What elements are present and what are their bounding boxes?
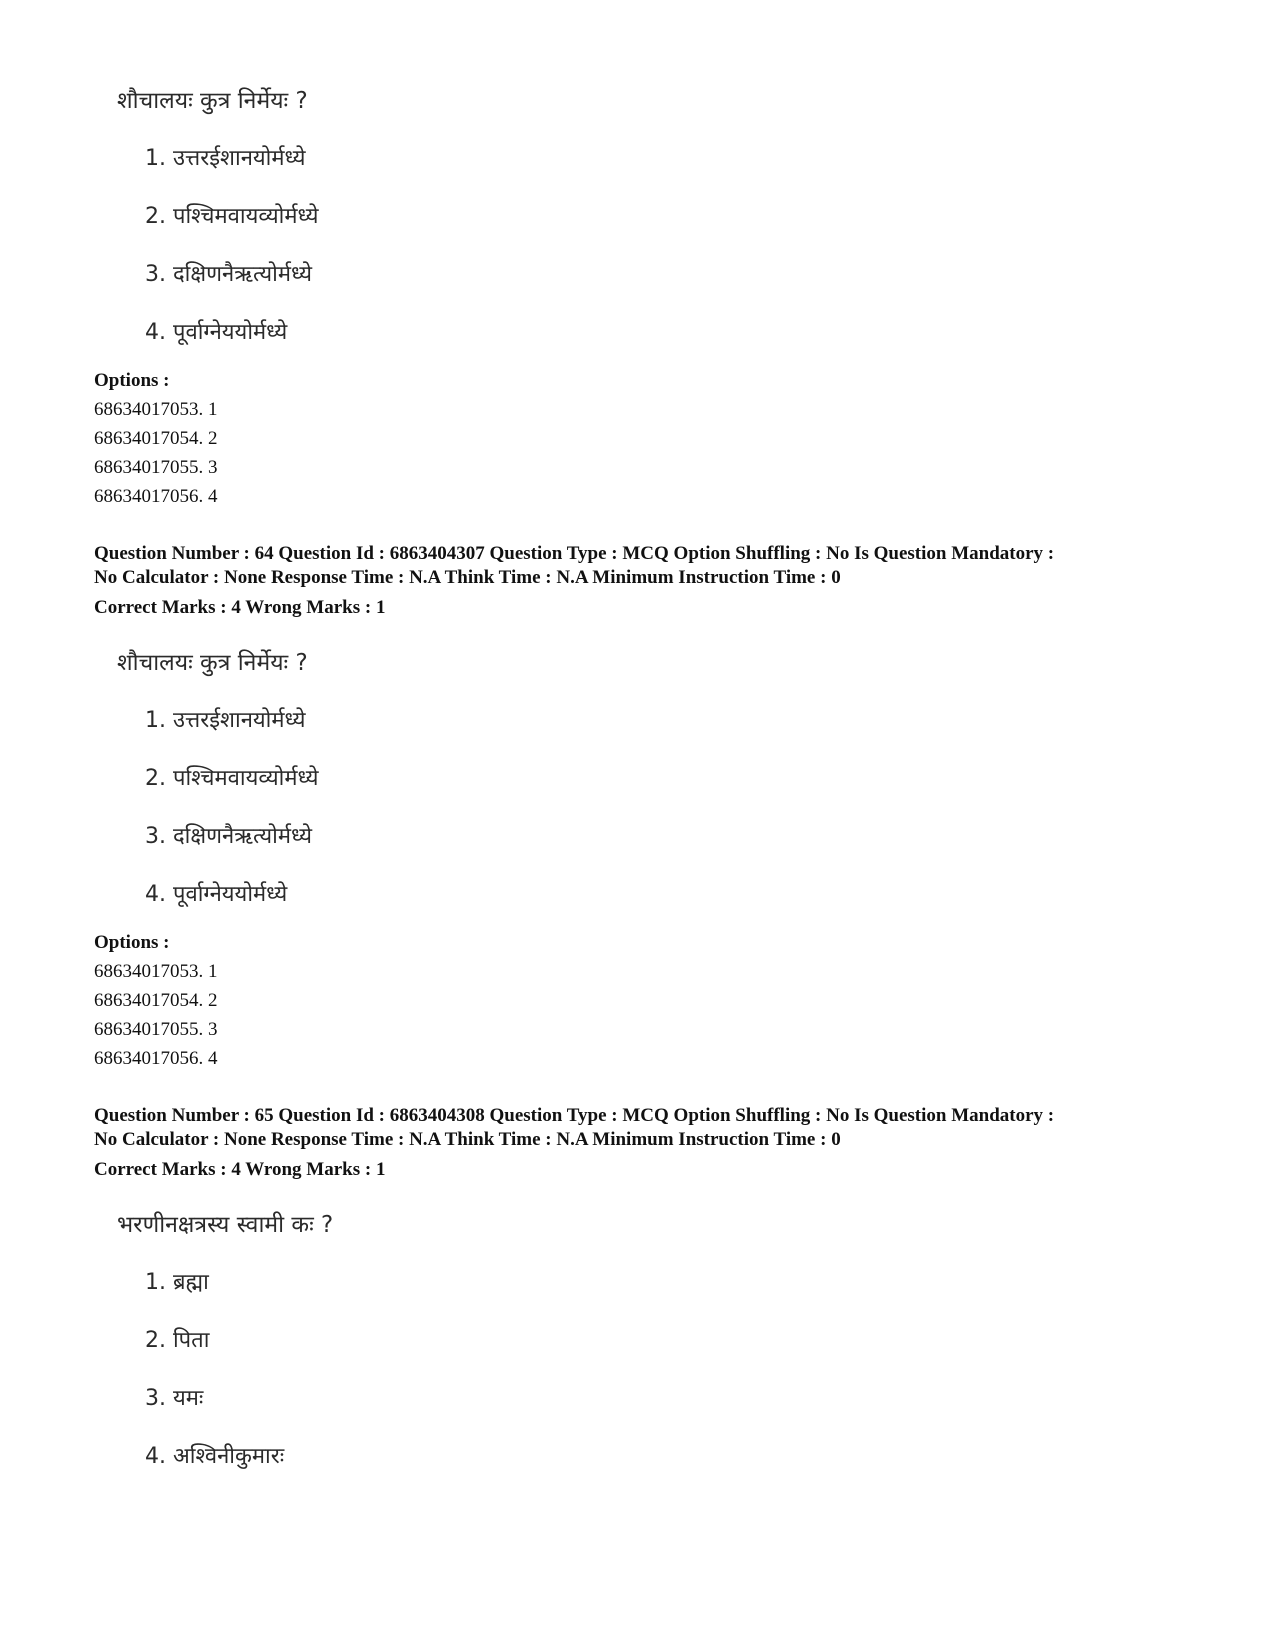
option-id-1: 68634017053. 1 [94,961,218,982]
meta-line-1: Question Number : 64 Question Id : 6863404307 Question Type : MCQ Option Shuffling : No Is Question Mandatory : [94,543,1055,564]
marks-line: Correct Marks : 4 Wrong Marks : 1 [94,597,386,618]
option-id-2: 68634017054. 2 [94,990,218,1011]
question-image-1 [117,86,817,348]
choice-3: 3. दक्षिणनैऋत्योर्मध्ये [145,824,313,849]
question-image-65 [117,1210,817,1472]
option-id-3: 68634017055. 3 [94,457,218,478]
question-meta-65 [94,1104,1214,1182]
meta-line-1: Question Number : 65 Question Id : 6863404308 Question Type : MCQ Option Shuffling : No Is Question Mandatory : [94,1105,1055,1126]
options-label: Options : [94,932,170,953]
question-text: शौचालयः कुत्र निर्मेयः ? [117,88,308,114]
options-list-1 [94,366,1194,511]
choice-3: 3. दक्षिणनैऋत्योर्मध्ये [145,262,313,287]
choice-1: 1. उत्तरईशानयोर्मध्ये [145,708,306,733]
choice-3: 3. यमः [145,1386,204,1411]
choice-4: 4. पूर्वाग्नेययोर्मध्ये [145,320,288,345]
option-id-1: 68634017053. 1 [94,399,218,420]
options-label: Options : [94,370,170,391]
choice-1: 1. ब्रह्मा [145,1270,209,1295]
meta-line-2: No Calculator : None Response Time : N.A Think Time : N.A Minimum Instruction Time : 0 [94,567,841,588]
option-id-4: 68634017056. 4 [94,486,218,507]
marks-line: Correct Marks : 4 Wrong Marks : 1 [94,1159,386,1180]
choice-4: 4. पूर्वाग्नेययोर्मध्ये [145,882,288,907]
choice-2: 2. पश्चिमवायव्योर्मध्ये [145,204,319,229]
choice-1: 1. उत्तरईशानयोर्मध्ये [145,146,306,171]
choice-2: 2. पश्चिमवायव्योर्मध्ये [145,766,319,791]
meta-line-2: No Calculator : None Response Time : N.A Think Time : N.A Minimum Instruction Time : 0 [94,1129,841,1150]
question-meta-64 [94,542,1214,620]
option-id-2: 68634017054. 2 [94,428,218,449]
question-text: शौचालयः कुत्र निर्मेयः ? [117,650,308,676]
options-list-64 [94,928,1194,1073]
question-image-64 [117,648,817,910]
option-id-3: 68634017055. 3 [94,1019,218,1040]
option-id-4: 68634017056. 4 [94,1048,218,1069]
choice-4: 4. अश्विनीकुमारः [145,1444,285,1469]
question-text: भरणीनक्षत्रस्य स्वामी कः ? [117,1212,334,1238]
choice-2: 2. पिता [145,1328,210,1353]
